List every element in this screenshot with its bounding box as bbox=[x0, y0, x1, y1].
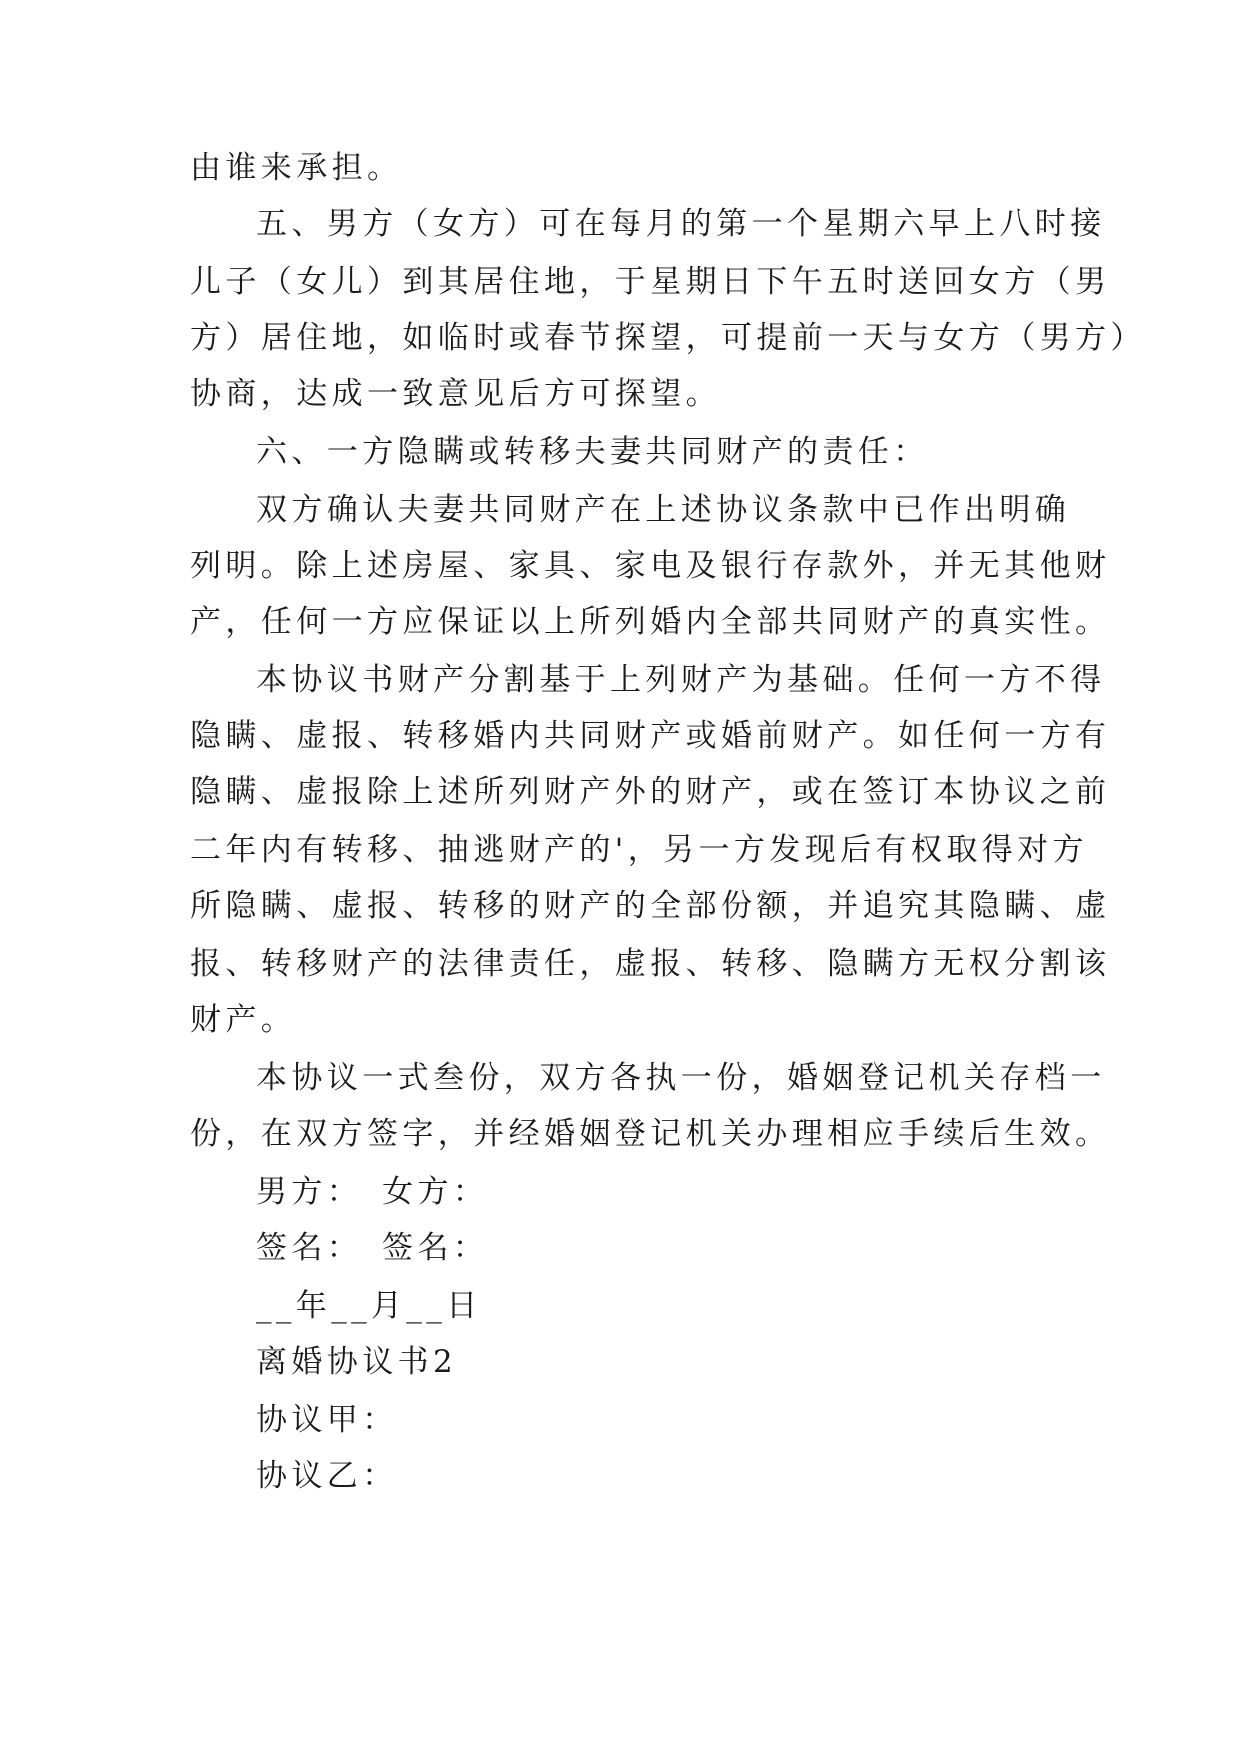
paragraph-division-line-7: 财产。 bbox=[190, 1002, 297, 1038]
clause-5-line-2: 儿子（女儿）到其居住地，于星期日下午五时送回女方（男 bbox=[190, 264, 1111, 300]
signature-labels: 签名： 签名： bbox=[256, 1230, 489, 1266]
paragraph-confirm-line-3: 产，任何一方应保证以上所列婚内全部共同财产的真实性。 bbox=[190, 604, 1111, 640]
party-b-label: 协议乙： bbox=[256, 1458, 398, 1494]
clause-5-line-3: 方）居住地，如临时或春节探望，可提前一天与女方（男方） bbox=[190, 320, 1146, 356]
clause-6-heading: 六、一方隐瞒或转移夫妻共同财产的责任： bbox=[256, 434, 929, 470]
clause-5-line-4: 协商，达成一致意见后方可探望。 bbox=[190, 376, 721, 412]
clause-5-line-1: 五、男方（女方）可在每月的第一个星期六早上八时接 bbox=[256, 206, 1106, 242]
paragraph-confirm-line-2: 列明。除上述房屋、家具、家电及银行存款外，并无其他财 bbox=[190, 548, 1111, 584]
paragraph-copies-line-1: 本协议一式叁份，双方各执一份，婚姻登记机关存档一 bbox=[256, 1060, 1106, 1096]
paragraph-division-line-4: 二年内有转移、抽逃财产的'，另一方发现后有权取得对方 bbox=[190, 832, 1088, 868]
paragraph-division-line-6: 报、转移财产的法律责任，虚报、转移、隐瞒方无权分割该 bbox=[190, 946, 1111, 982]
paragraph-division-line-3: 隐瞒、虚报除上述所列财产外的财产，或在签订本协议之前 bbox=[190, 774, 1111, 810]
paragraph-confirm-line-1: 双方确认夫妻共同财产在上述协议条款中已作出明确 bbox=[256, 492, 1071, 528]
paragraph-division-line-2: 隐瞒、虚报、转移婚内共同财产或婚前财产。如任何一方有 bbox=[190, 718, 1111, 754]
party-a-label: 协议甲： bbox=[256, 1402, 398, 1438]
text-line-1: 由谁来承担。 bbox=[190, 150, 403, 186]
paragraph-division-line-1: 本协议书财产分割基于上列财产为基础。任何一方不得 bbox=[256, 662, 1106, 698]
date-line: __年__月__日 bbox=[256, 1288, 482, 1324]
party-labels: 男方： 女方： bbox=[256, 1174, 489, 1210]
document-title-2: 离婚协议书2 bbox=[256, 1344, 458, 1380]
paragraph-copies-line-2: 份，在双方签字，并经婚姻登记机关办理相应手续后生效。 bbox=[190, 1116, 1111, 1152]
paragraph-division-line-5: 所隐瞒、虚报、转移的财产的全部份额，并追究其隐瞒、虚 bbox=[190, 888, 1111, 924]
